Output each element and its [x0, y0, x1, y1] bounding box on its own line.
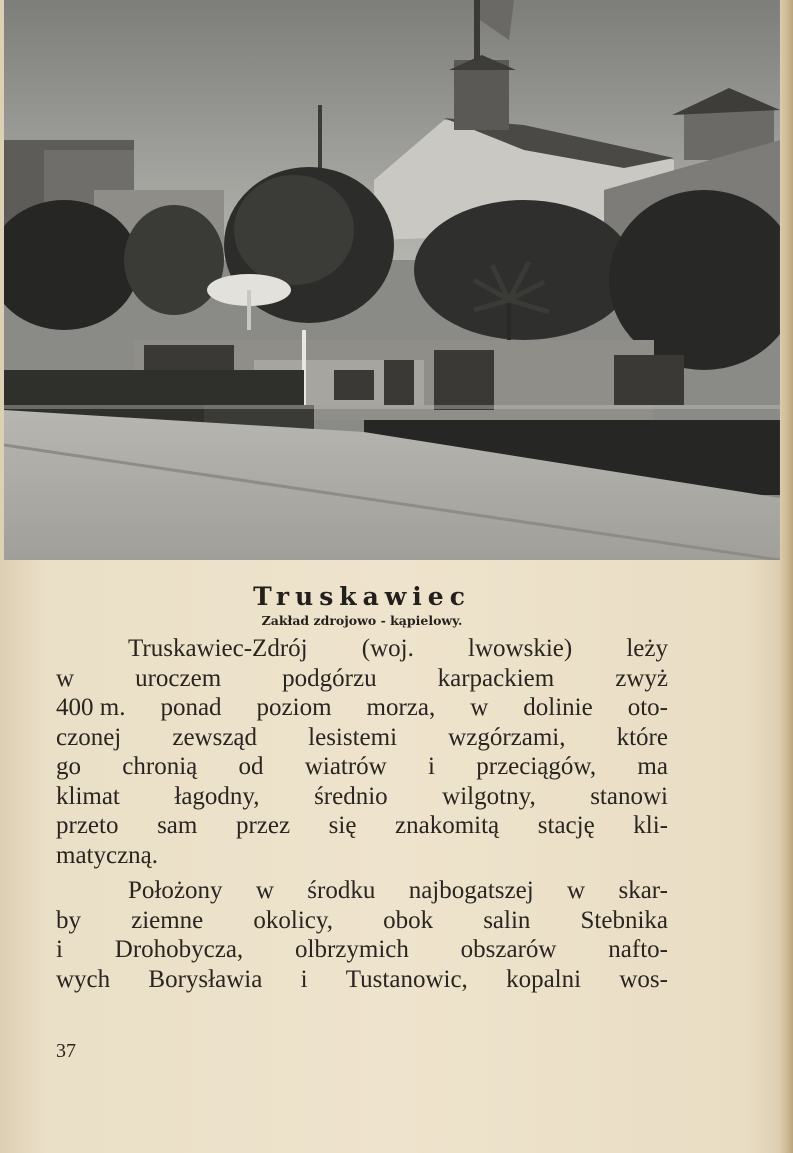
word: lesistemi: [308, 723, 398, 751]
word: podgórzu: [282, 664, 377, 692]
word: średnio: [314, 782, 388, 810]
word: go: [56, 753, 81, 780]
text-line: [56, 811, 668, 841]
word: w: [56, 664, 75, 692]
word: przeciągów,: [476, 753, 597, 780]
word: Truskawiec-Zdrój: [128, 635, 308, 662]
article-subtitle: Zakład zdrojowo - kąpielowy.: [261, 613, 463, 628]
word: i: [428, 753, 435, 780]
word: które: [616, 723, 668, 751]
word: chronią: [122, 753, 198, 780]
word: Drohobycza,: [114, 936, 244, 963]
word: łagodny,: [174, 782, 260, 810]
text-line: [56, 965, 668, 995]
page-number: 37: [56, 1040, 76, 1062]
word: okolicy,: [253, 906, 333, 934]
word: czonej: [56, 723, 122, 751]
article: [56, 582, 668, 994]
word: salin: [483, 906, 531, 934]
word: karpackiem: [437, 664, 555, 692]
word: przeto: [56, 812, 119, 839]
word: znakomitą: [395, 812, 500, 839]
word: i: [300, 965, 308, 993]
text-line: [56, 634, 668, 664]
word: ponad: [160, 694, 222, 721]
text-line: [56, 723, 668, 753]
word: wiatrów: [304, 753, 387, 780]
word: (woj.: [361, 635, 414, 662]
word: środku: [307, 877, 376, 904]
text-line: [56, 664, 668, 694]
paragraph-2: [56, 876, 668, 994]
word: Stebnika: [580, 906, 668, 934]
word: 400 m.: [56, 694, 126, 721]
word: ma: [637, 753, 668, 780]
word: by: [56, 906, 81, 934]
word: wos-: [619, 965, 668, 993]
word: leży: [626, 635, 668, 662]
word: w: [470, 694, 489, 721]
article-title: Truskawiec: [253, 582, 471, 611]
paragraph-1: [56, 634, 668, 870]
word: wzgórzami,: [448, 723, 566, 751]
text-line: [56, 906, 668, 936]
word: stację: [537, 812, 595, 839]
word: poziom: [256, 694, 332, 721]
word: lwowskie): [468, 635, 573, 662]
word: oto-: [627, 694, 668, 721]
word: Tustanowic,: [345, 965, 468, 993]
word: kli-: [633, 812, 668, 839]
word: przez: [235, 812, 291, 839]
word: morza,: [366, 694, 436, 721]
word: ziemne: [131, 906, 204, 934]
text-line: [56, 841, 668, 871]
spa-photograph: [4, 0, 780, 560]
page-edge-shadow: [779, 0, 793, 1153]
word: nafto-: [608, 936, 668, 963]
word: skar-: [618, 877, 668, 904]
word: uroczem: [135, 664, 222, 692]
text-line: [56, 935, 668, 965]
text-line: [56, 693, 668, 723]
word: zewsząd: [172, 723, 258, 751]
word: stanowi: [590, 782, 668, 810]
text-line: [56, 752, 668, 782]
word: Borysławia: [148, 965, 263, 993]
word: obok: [383, 906, 434, 934]
text-line: [56, 782, 668, 812]
word: w: [567, 877, 586, 904]
text-line: [56, 876, 668, 906]
word: zwyż: [615, 664, 668, 692]
word: i: [56, 936, 63, 963]
word: najbogatszej: [408, 877, 534, 904]
word: kopalni: [506, 965, 582, 993]
word: dolinie: [523, 694, 593, 721]
word: od: [238, 753, 264, 780]
word: matyczną.: [56, 841, 159, 869]
word: w: [255, 877, 274, 904]
word: wych: [56, 965, 111, 993]
word: sam: [157, 812, 198, 839]
word: olbrzymich: [295, 936, 409, 963]
word: Położony: [128, 877, 223, 904]
word: się: [328, 812, 357, 839]
word: wilgotny,: [442, 782, 536, 810]
word: obszarów: [460, 936, 557, 963]
word: klimat: [56, 782, 120, 810]
